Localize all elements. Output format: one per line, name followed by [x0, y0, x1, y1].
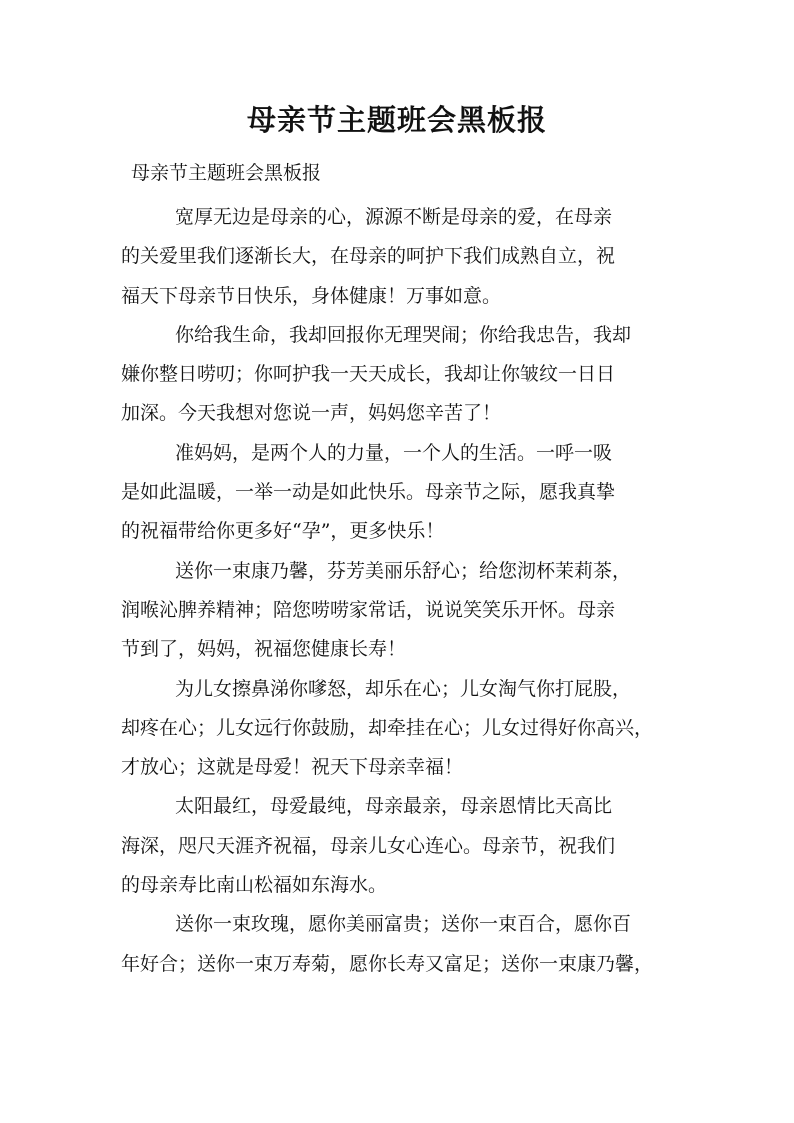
paragraph — [121, 316, 681, 434]
text-line: 的祝福带给你更多好“孕”，更多快乐！ — [121, 520, 445, 543]
text-line: 是如此温暖，一举一动是如此快乐。母亲节之际，愿我真挚 — [121, 481, 616, 504]
document-title: 母亲节主题班会黑板报 — [246, 103, 547, 137]
text-line: 海深，咫尺天涯齐祝福，母亲儿女心连心。母亲节，祝我们 — [121, 834, 616, 857]
document-subtitle: 母亲节主题班会黑板报 — [131, 162, 322, 184]
paragraph — [121, 787, 681, 905]
text-line: 送你一束康乃馨，芬芳美丽乐舒心；给您沏杯茉莉茶， — [175, 559, 632, 582]
text-line: 嫌你整日唠叨；你呵护我一天天成长，我却让你皱纹一日日 — [121, 363, 616, 386]
paragraph — [121, 670, 681, 788]
paragraph — [121, 434, 681, 552]
text-line: 准妈妈，是两个人的力量，一个人的生活。一呼一吸 — [175, 441, 613, 464]
text-line: 福天下母亲节日快乐，身体健康！万事如意。 — [121, 284, 502, 307]
document-body — [121, 198, 681, 984]
text-line: 却疼在心；儿女远行你鼓励，却牵挂在心；儿女过得好你高兴， — [121, 716, 654, 739]
text-line: 送你一束玫瑰，愿你美丽富贵；送你一束百合，愿你百 — [175, 913, 632, 936]
text-line: 的母亲寿比南山松福如东海水。 — [121, 874, 388, 897]
text-line: 加深。今天我想对您说一声，妈妈您辛苦了！ — [121, 402, 502, 425]
text-line: 才放心；这就是母爱！祝天下母亲幸福！ — [121, 756, 464, 779]
text-line: 为儿女擦鼻涕你嗲怒，却乐在心；儿女淘气你打屁股， — [175, 677, 632, 700]
text-line: 节到了，妈妈，祝福您健康长寿！ — [121, 638, 407, 661]
paragraph — [121, 905, 681, 984]
text-line: 年好合；送你一束万寿菊，愿你长寿又富足；送你一束康乃馨， — [121, 952, 654, 975]
text-line: 宽厚无边是母亲的心，源源不断是母亲的爱，在母亲 — [175, 206, 613, 228]
paragraph — [121, 198, 681, 316]
text-line: 的关爱里我们逐渐长大，在母亲的呵护下我们成熟自立，祝 — [121, 245, 616, 268]
paragraph — [121, 552, 681, 670]
text-line: 太阳最红，母爱最纯，母亲最亲，母亲恩情比天高比 — [175, 795, 613, 818]
text-line: 润喉沁脾养精神；陪您唠唠家常话，说说笑笑乐开怀。母亲 — [121, 598, 616, 621]
text-line: 你给我生命，我却回报你无理哭闹；你给我忠告，我却 — [175, 323, 632, 346]
